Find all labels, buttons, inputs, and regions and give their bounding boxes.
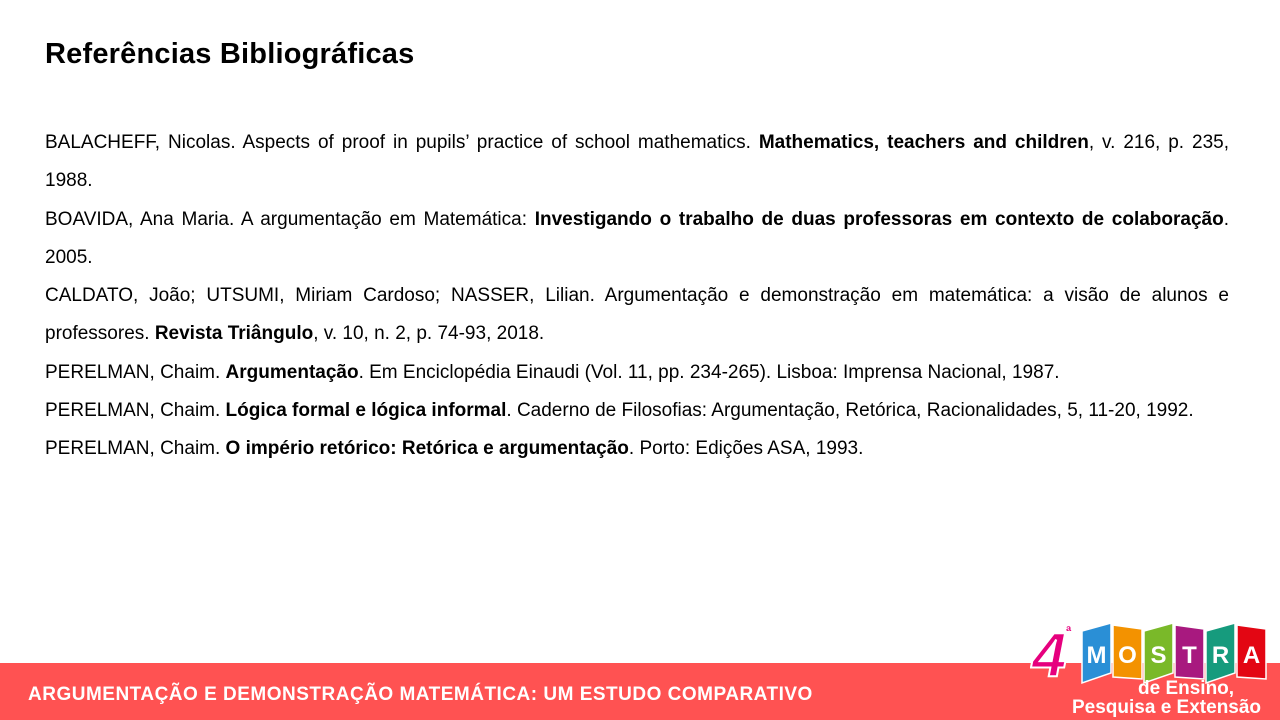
footer-title: ARGUMENTAÇÃO E DEMONSTRAÇÃO MATEMÁTICA: UM ESTUDO COMPARATIVO: [28, 684, 813, 705]
logo-letter: M: [1086, 642, 1107, 669]
logo-letter: O: [1118, 642, 1137, 669]
svg-text:ª: ª: [1066, 623, 1072, 639]
reference-title: Argumentação: [225, 361, 359, 383]
reference-title: Lógica formal e lógica informal: [225, 400, 507, 422]
reference-text: CALDATO, João; UTSUMI, Miriam Cardoso; NASSER, Lilian. Argumentação e demonstração em matemática: a visão de alunos e professores.: [45, 285, 1229, 345]
reference-text: PERELMAN, Chaim.: [45, 438, 226, 460]
reference-text: . Caderno de Filosofias: Argumentação, Retórica, Racionalidades, 5, 11-20, 1992.: [506, 400, 1194, 422]
reference-text: , v. 10, n. 2, p. 74-93, 2018.: [313, 323, 545, 345]
reference-title: Revista Triângulo: [154, 323, 314, 345]
logo-letter: R: [1211, 642, 1230, 669]
logo-letter: S: [1150, 642, 1167, 669]
reference-item: [45, 354, 1229, 392]
mostra-logo: [1030, 614, 1275, 718]
logo-letter: T: [1182, 642, 1197, 669]
reference-text: . 2005.: [45, 208, 1229, 268]
svg-text:Pesquisa e Extensão: Pesquisa e Extensão: [1072, 697, 1262, 718]
reference-text: . Porto: Edições ASA, 1993.: [628, 438, 864, 460]
svg-text:de Ensino,: de Ensino,: [1138, 678, 1235, 699]
reference-item: [45, 392, 1229, 430]
reference-title: O império retórico: Retórica e argumentação: [225, 438, 629, 460]
reference-text: , v. 216, p. 235, 1988.: [45, 132, 1229, 192]
reference-text: BALACHEFF, Nicolas. Aspects of proof in pupils’ practice of school mathematics.: [45, 132, 759, 153]
reference-text: . Em Enciclopédia Einaudi (Vol. 11, pp. 234-265). Lisboa: Imprensa Nacional, 1987.: [358, 361, 1060, 383]
reference-item: [45, 124, 1229, 201]
svg-text:4: 4: [1032, 621, 1067, 690]
page-title: Referências Bibliográficas: [45, 38, 415, 70]
reference-text: PERELMAN, Chaim.: [45, 400, 226, 422]
reference-text: PERELMAN, Chaim.: [45, 361, 226, 383]
reference-text: BOAVIDA, Ana Maria. A argumentação em Matemática:: [45, 208, 535, 230]
reference-title: Mathematics, teachers and children: [758, 132, 1089, 153]
reference-title: Investigando o trabalho de duas professoras em contexto de colaboração: [534, 208, 1224, 230]
reference-item: [45, 277, 1229, 354]
reference-list: [45, 124, 1229, 469]
reference-item: [45, 430, 1229, 468]
reference-item: [45, 201, 1229, 278]
logo-letter: A: [1242, 642, 1261, 669]
